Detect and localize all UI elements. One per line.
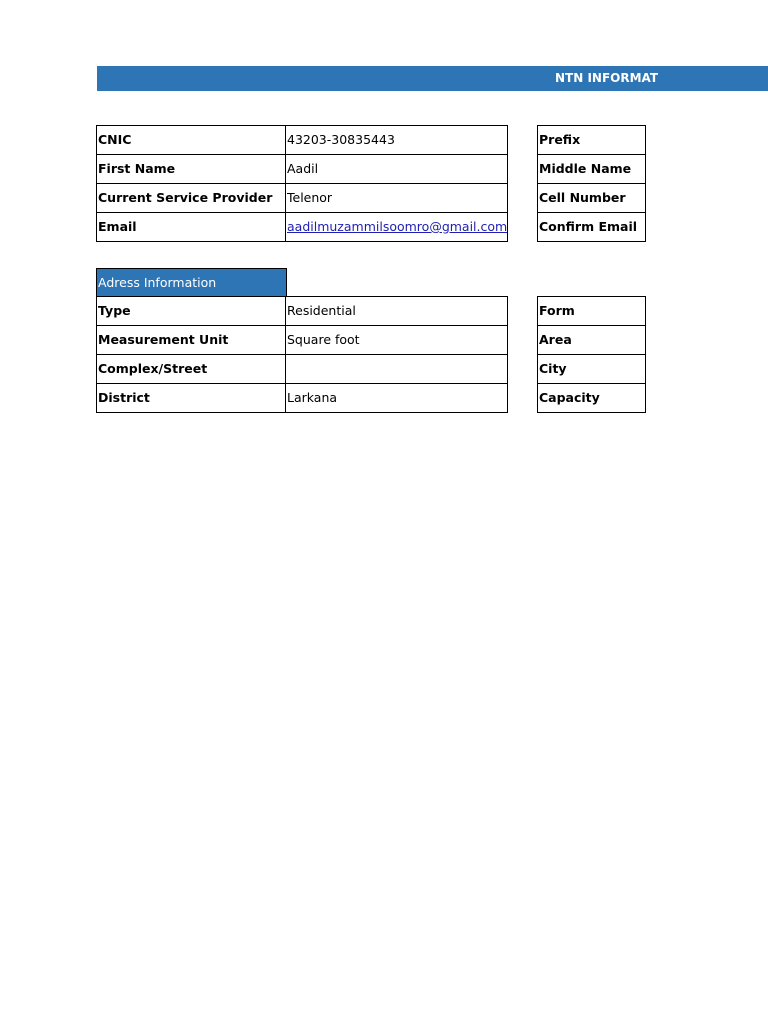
table-row <box>538 326 646 355</box>
table-row <box>538 384 646 413</box>
table-row <box>97 184 508 213</box>
measurement-unit-label: Measurement Unit <box>97 326 286 355</box>
personal-info-side-table <box>537 125 646 242</box>
first-name-value[interactable]: Aadil <box>286 155 508 184</box>
capacity-label: Capacity <box>538 384 646 413</box>
city-label: City <box>538 355 646 384</box>
area-label: Area <box>538 326 646 355</box>
cnic-label: CNIC <box>97 126 286 155</box>
table-row <box>538 355 646 384</box>
district-value[interactable]: Larkana <box>286 384 508 413</box>
service-provider-label: Current Service Provider <box>97 184 286 213</box>
table-row <box>97 155 508 184</box>
email-label: Email <box>97 213 286 242</box>
measurement-unit-value[interactable]: Square foot <box>286 326 508 355</box>
table-row <box>538 213 646 242</box>
confirm-email-label: Confirm Email <box>538 213 646 242</box>
table-row <box>538 297 646 326</box>
prefix-label: Prefix <box>538 126 646 155</box>
complex-street-value[interactable] <box>286 355 508 384</box>
first-name-label: First Name <box>97 155 286 184</box>
form-label: Form <box>538 297 646 326</box>
middle-name-label: Middle Name <box>538 155 646 184</box>
table-row <box>97 326 508 355</box>
email-link[interactable]: aadilmuzammilsoomro@gmail.com <box>287 219 508 234</box>
table-row <box>97 126 508 155</box>
cnic-value[interactable]: 43203-30835443 <box>286 126 508 155</box>
address-info-table <box>96 296 508 413</box>
address-section-header: Adress Information <box>96 268 287 297</box>
email-value-cell <box>286 213 508 242</box>
cell-number-label: Cell Number <box>538 184 646 213</box>
table-row <box>97 384 508 413</box>
personal-info-table <box>96 125 508 242</box>
table-row <box>538 126 646 155</box>
complex-street-label: Complex/Street <box>97 355 286 384</box>
service-provider-value[interactable]: Telenor <box>286 184 508 213</box>
table-row <box>538 184 646 213</box>
table-row <box>97 355 508 384</box>
page-title: NTN INFORMAT <box>555 71 659 85</box>
table-row <box>97 297 508 326</box>
ntn-information-title-bar <box>97 66 768 91</box>
table-row <box>97 213 508 242</box>
type-value[interactable]: Residential <box>286 297 508 326</box>
address-info-side-table <box>537 296 646 413</box>
district-label: District <box>97 384 286 413</box>
type-label: Type <box>97 297 286 326</box>
table-row <box>538 155 646 184</box>
